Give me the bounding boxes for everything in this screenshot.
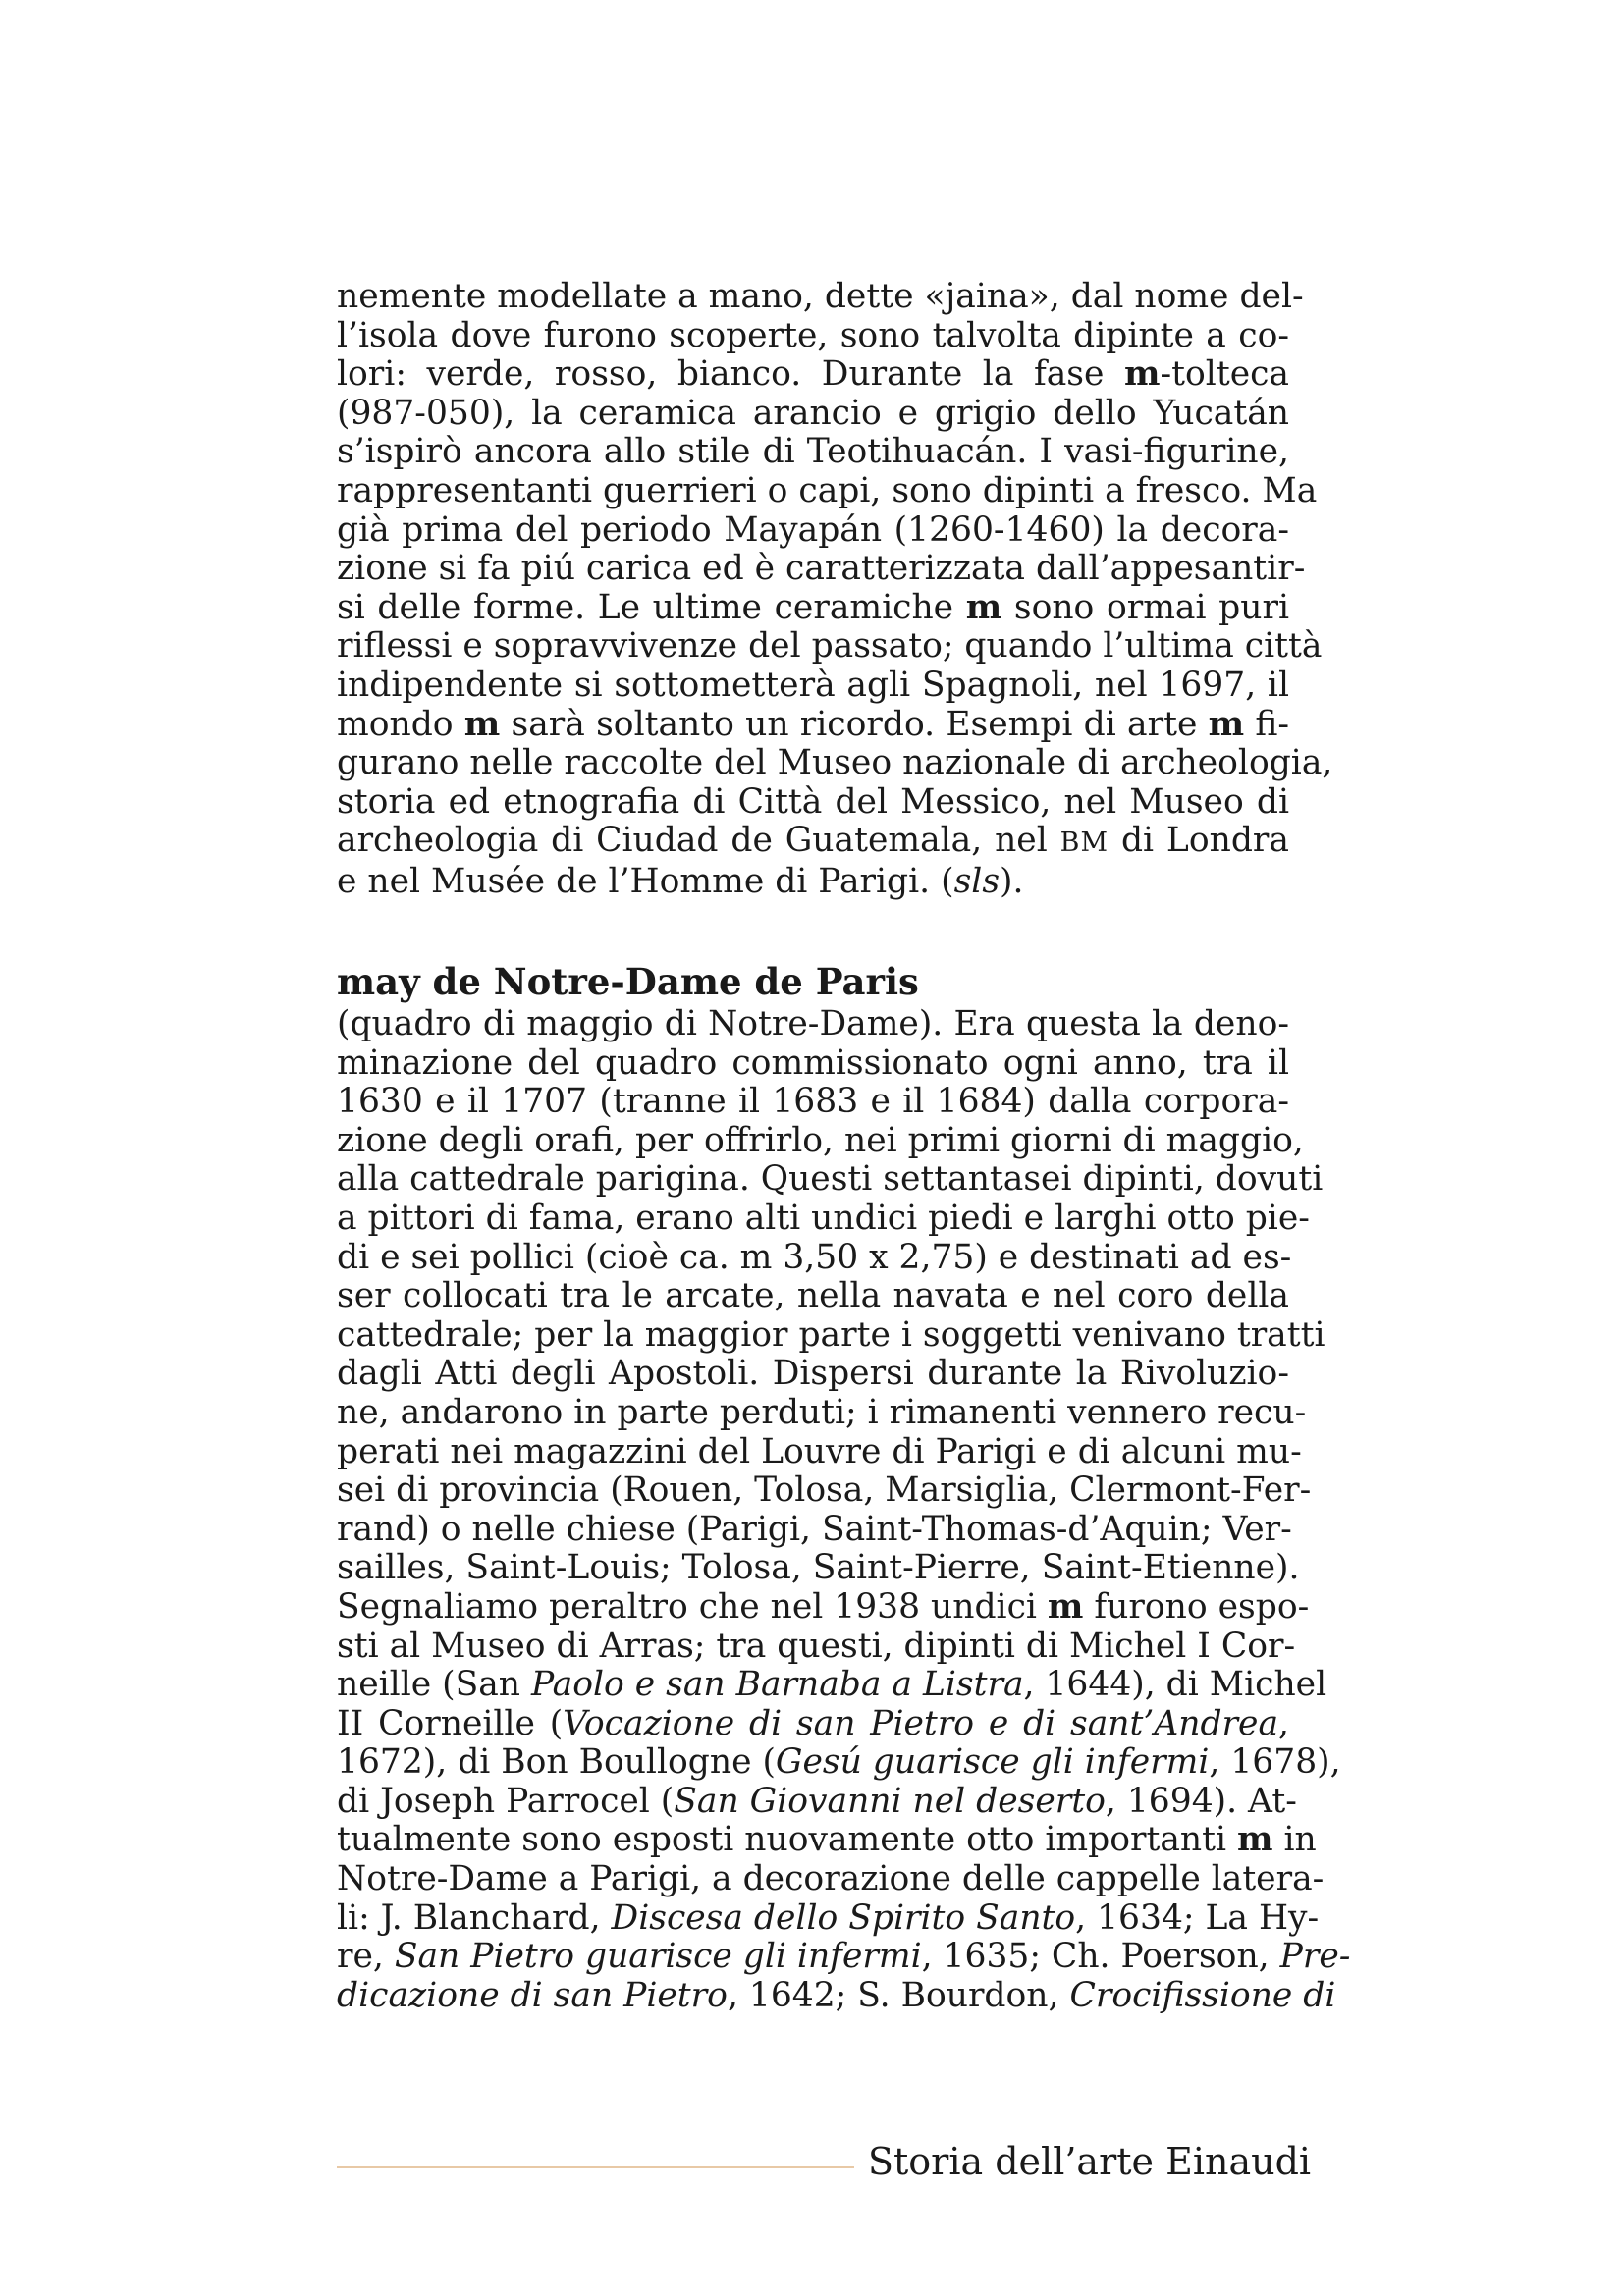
text-line (337, 1431, 1302, 1472)
text-run: lori: verde, rosso, bianco. Durante la fase (337, 354, 1124, 395)
text-run: ). (1000, 861, 1024, 901)
italic-title: San Giovanni nel deserto (674, 1781, 1106, 1821)
text-line (337, 1586, 1310, 1628)
text-line (337, 1548, 1300, 1588)
text-line (337, 1937, 1351, 1977)
text-run: zione si fa piú carica ed è caratterizzata dall’appesantir- (337, 549, 1306, 589)
text-run: , (1278, 1703, 1289, 1743)
text-block-may-notre-dame (337, 1004, 1351, 2015)
text-run: a pittori di fama, erano alti undici piedi e larghi otto pie- (337, 1198, 1310, 1238)
text-run: rappresentanti guerrieri o capi, sono dipinti a fresco. Ma (337, 470, 1318, 510)
text-line (337, 395, 1289, 434)
text-run: mondo (337, 704, 464, 744)
text-line (337, 626, 1323, 667)
text-line (337, 1237, 1292, 1278)
text-run: (quadro di maggio di Notre-Dame). Era questa la deno- (337, 1004, 1289, 1043)
text-run: zione degli orafi, per offrirlo, nei primi giorni di maggio, (337, 1120, 1304, 1160)
entry-abbreviation: m (965, 587, 1002, 627)
text-run: , 1642; S. Bourdon, (727, 1975, 1070, 2015)
text-run: , 1635; Ch. Poerson, (921, 1937, 1280, 1977)
text-run: sailles, Saint-Louis; Tolosa, Saint-Pierre, Saint-Etienne). (337, 1548, 1300, 1588)
text-block-maya-art (337, 277, 1333, 902)
italic-title: Vocazione di san Pietro e di sant’Andrea (563, 1703, 1279, 1743)
text-line (337, 1314, 1325, 1356)
text-line (337, 1820, 1317, 1860)
entry-abbreviation: m (1208, 704, 1245, 744)
text-run: Segnaliamo peraltro che nel 1938 undici (337, 1586, 1048, 1627)
text-run: (987-050), la ceramica arancio e grigio dello Yucatán (337, 393, 1289, 433)
text-run: fi- (1244, 704, 1290, 744)
text-run: di e sei pollici (cioè ca. m 3,50 x 2,75) e destinati ad es- (337, 1237, 1292, 1277)
text-line (337, 1665, 1327, 1705)
text-line (337, 1005, 1289, 1044)
text-run: II Corneille ( (337, 1703, 564, 1743)
text-run: storia ed etnografia di Città del Messico, nel Museo di (337, 781, 1289, 822)
text-line (337, 1470, 1312, 1511)
text-run: sarà soltanto un ricordo. Esempi di arte (500, 704, 1209, 744)
text-line (337, 433, 1289, 472)
text-line (337, 1355, 1289, 1394)
entry-abbreviation: m (1236, 1820, 1273, 1860)
text-run: , 1678), (1209, 1742, 1341, 1783)
text-line (337, 667, 1289, 706)
text-run: gurano nelle raccolte del Museo nazionale di archeologia, (337, 743, 1333, 783)
text-line (337, 1159, 1324, 1200)
text-line (337, 470, 1318, 511)
italic-title: dicazione di san Pietro (337, 1975, 728, 2015)
text-line (337, 1859, 1325, 1899)
text-run: già prima del periodo Mayapán (1260-1460) la decora- (337, 509, 1289, 550)
text-run: riflessi e sopravvivenze del passato; quando l’ultima città (337, 626, 1323, 667)
italic-title: Crocifissione di (1069, 1975, 1336, 2015)
text-run: rand) o nelle chiese (Parigi, Saint-Thomas-d’Aquin; Ver- (337, 1509, 1292, 1549)
text-run: cattedrale; per la maggior parte i soggetti venivano tratti (337, 1314, 1325, 1355)
text-run: -tolteca (1160, 354, 1289, 395)
text-line (337, 1705, 1289, 1744)
text-line (337, 1975, 1336, 2016)
text-line (337, 277, 1304, 317)
footer-rule (337, 2166, 854, 2168)
entry-abbreviation: m (463, 704, 501, 744)
entry-heading: may de Notre-Dame de Paris (337, 960, 919, 1003)
small-caps-abbreviation: BM (1059, 828, 1109, 859)
text-line (337, 1198, 1310, 1239)
text-line (337, 1897, 1320, 1939)
text-line (337, 1626, 1296, 1667)
text-run: di Londra (1109, 821, 1289, 861)
text-run: minazione del quadro commissionato ogni anno, tra il (337, 1042, 1289, 1083)
text-run: alla cattedrale parigina. Questi settantasei dipinti, dovuti (337, 1159, 1324, 1200)
text-run: Notre-Dame a Parigi, a decorazione delle cappelle latera- (337, 1859, 1325, 1899)
entry-abbreviation: m (1047, 1586, 1084, 1627)
text-run: si delle forme. Le ultime ceramiche (337, 587, 966, 627)
text-run: nemente modellate a mano, dette «jaina», dal nome del- (337, 277, 1304, 316)
text-run: indipendente si sottometterà agli Spagnoli, nel 1697, il (337, 665, 1289, 705)
text-run: perati nei magazzini del Louvre di Parigi e di alcuni mu- (337, 1431, 1302, 1471)
text-line (337, 1509, 1292, 1550)
text-run: furono espo- (1083, 1586, 1310, 1627)
text-run: neille (San (337, 1665, 531, 1705)
text-run: s’ispirò ancora allo stile di Teotihuacán. I vasi-figurine, (337, 432, 1289, 472)
text-run: e nel Musée de l’Homme di Parigi. ( (337, 861, 954, 901)
text-line (337, 1120, 1304, 1161)
text-line (337, 822, 1289, 863)
italic-title: Discesa dello Spirito Santo (611, 1897, 1076, 1938)
text-line (337, 511, 1289, 551)
text-line (337, 863, 1289, 902)
text-run: di Joseph Parrocel ( (337, 1781, 675, 1821)
text-run: archeologia di Ciudad de Guatemala, nel (337, 821, 1060, 861)
text-line (337, 589, 1289, 628)
text-line (337, 1392, 1307, 1433)
text-run: , 1694). At- (1105, 1781, 1297, 1821)
text-run: li: J. Blanchard, (337, 1897, 612, 1938)
text-run: ne, andarono in parte perduti; i rimanenti vennero recu- (337, 1392, 1307, 1432)
text-line (337, 1044, 1289, 1084)
footer-title: Storia dell’arte Einaudi (868, 2140, 1312, 2183)
text-run: sei di provincia (Rouen, Tolosa, Marsiglia, Clermont-Fer- (337, 1470, 1312, 1511)
entry-abbreviation: m (1123, 354, 1161, 395)
text-line (337, 355, 1289, 395)
text-line (337, 783, 1289, 823)
text-line (337, 1277, 1289, 1316)
italic-title: Gesú guarisce gli infermi (775, 1742, 1210, 1783)
text-run: l’isola dove furono scoperte, sono talvolta dipinte a co- (337, 315, 1289, 355)
text-run: in (1272, 1820, 1317, 1860)
italic-title: San Pietro guarisce gli infermi (394, 1937, 922, 1977)
text-line (337, 1083, 1289, 1122)
text-line (337, 1742, 1341, 1783)
text-run: sono ormai puri (1001, 587, 1289, 627)
italic-title: Paolo e san Barnaba a Listra (530, 1665, 1024, 1705)
text-run: tualmente sono esposti nuovamente otto importanti (337, 1820, 1237, 1860)
text-line (337, 549, 1306, 589)
italic-title: sls (953, 861, 1001, 901)
text-line (337, 706, 1289, 745)
italic-title: Pre- (1279, 1937, 1351, 1977)
text-run: 1672), di Bon Boullogne ( (337, 1742, 776, 1783)
text-run: dagli Atti degli Apostoli. Dispersi durante la Rivoluzio- (337, 1354, 1289, 1394)
text-run: , 1644), di Michel (1023, 1665, 1327, 1705)
text-run: sti al Museo di Arras; tra questi, dipinti di Michel I Cor- (337, 1626, 1296, 1666)
text-run: , 1634; La Hy- (1075, 1897, 1320, 1938)
text-line (337, 317, 1289, 356)
text-run: ser collocati tra le arcate, nella navata e nel coro della (337, 1276, 1289, 1316)
text-run: re, (337, 1937, 395, 1977)
text-line (337, 743, 1333, 783)
text-line (337, 1781, 1297, 1822)
text-run: 1630 e il 1707 (tranne il 1683 e il 1684) dalla corpora- (337, 1082, 1289, 1122)
